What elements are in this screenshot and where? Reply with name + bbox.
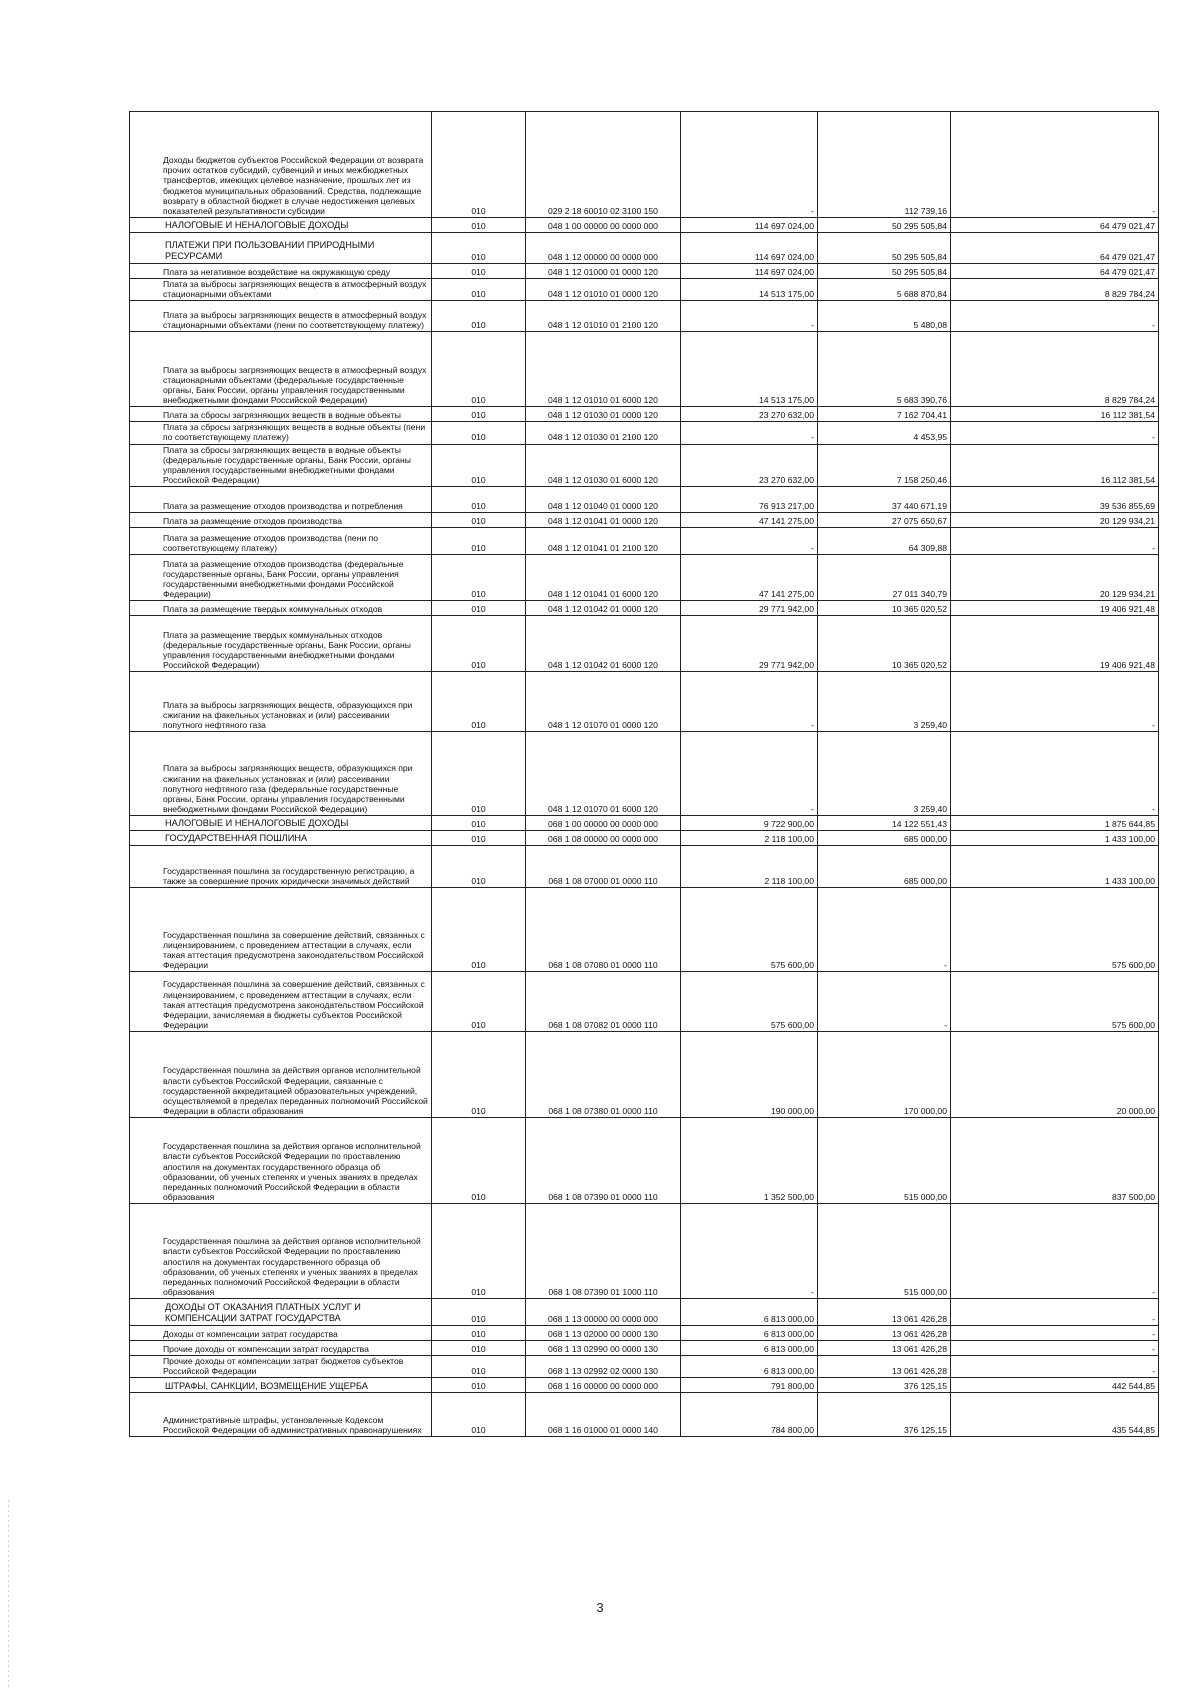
table-row (130, 1393, 1159, 1437)
revenue-table-sheet (129, 111, 1158, 1437)
executed-amount-cell: 10 365 020,52 (818, 616, 951, 672)
approved-plan-cell: 2 118 100,00 (681, 846, 818, 888)
budget-classification-code-cell: 068 1 00 00000 00 0000 000 (526, 816, 681, 831)
table-row (130, 528, 1159, 555)
executed-amount-cell: 27 075 650,67 (818, 513, 951, 528)
executed-amount-cell: 14 122 551,43 (818, 816, 951, 831)
executed-amount-cell: 37 440 671,19 (818, 487, 951, 513)
approved-plan-cell: 23 270 632,00 (681, 444, 818, 487)
table-row (130, 218, 1159, 233)
executed-amount-cell: - (818, 888, 951, 972)
name-cell: Государственная пошлина за государственную регистрацию, а также за совершение прочих юридически значимых действий (130, 846, 432, 888)
line-code-cell: 010 (432, 1204, 526, 1299)
unexecuted-amount-cell: - (951, 1326, 1159, 1341)
table-row (130, 1326, 1159, 1341)
executed-amount-cell: 685 000,00 (818, 846, 951, 888)
approved-plan-cell: 29 771 942,00 (681, 601, 818, 616)
unexecuted-amount-cell: 20 000,00 (951, 1032, 1159, 1118)
line-code-cell: 010 (432, 1299, 526, 1326)
table-row (130, 301, 1159, 332)
line-code-cell: 010 (432, 1378, 526, 1393)
name-cell: Доходы бюджетов субъектов Российской Федерации от возврата прочих остатков субсидий, субвенций и иных межбюджетных трансфертов, имеющих целевое назначение, прошлых лет из бюджетов муниципальных образований. Средства, подлежащие возврату в областной бюджет в случае недостижения целевых показателей результативности субсидии (130, 112, 432, 218)
unexecuted-amount-cell: - (951, 301, 1159, 332)
name-cell: НАЛОГОВЫЕ И НЕНАЛОГОВЫЕ ДОХОДЫ (130, 218, 432, 233)
budget-classification-code-cell: 068 1 16 01000 01 0000 140 (526, 1393, 681, 1437)
approved-plan-cell: 114 697 024,00 (681, 233, 818, 264)
approved-plan-cell: - (681, 672, 818, 732)
budget-classification-code-cell: 048 1 12 01010 01 0000 120 (526, 279, 681, 301)
table-row (130, 816, 1159, 831)
revenue-table-body (130, 112, 1159, 1437)
executed-amount-cell: 515 000,00 (818, 1118, 951, 1204)
name-cell: Плата за выбросы загрязняющих веществ в атмосферный воздух стационарными объектами (пени по соответствующему платежу) (130, 301, 432, 332)
executed-amount-cell: 112 739,16 (818, 112, 951, 218)
table-row (130, 972, 1159, 1032)
executed-amount-cell: 5 683 390,76 (818, 332, 951, 407)
name-cell: Плата за негативное воздействие на окружающую среду (130, 264, 432, 279)
line-code-cell: 010 (432, 1356, 526, 1378)
budget-classification-code-cell: 048 1 12 01030 01 0000 120 (526, 407, 681, 422)
line-code-cell: 010 (432, 112, 526, 218)
line-code-cell: 010 (432, 301, 526, 332)
line-code-cell: 010 (432, 332, 526, 407)
name-cell: НАЛОГОВЫЕ И НЕНАЛОГОВЫЕ ДОХОДЫ (130, 816, 432, 831)
approved-plan-cell: 784 800,00 (681, 1393, 818, 1437)
table-row (130, 1204, 1159, 1299)
table-row (130, 264, 1159, 279)
approved-plan-cell: 6 813 000,00 (681, 1341, 818, 1356)
executed-amount-cell: 27 011 340,79 (818, 555, 951, 601)
approved-plan-cell: 575 600,00 (681, 972, 818, 1032)
line-code-cell: 010 (432, 555, 526, 601)
name-cell: Государственная пошлина за действия органов исполнительной власти субъектов Российской Федерации, связанные с государственной аккредитацией образовательных учреждений, осуществляемой в пределах переданных полномочий Российской Федерации в области образования (130, 1032, 432, 1118)
budget-classification-code-cell: 048 1 12 01000 01 0000 120 (526, 264, 681, 279)
executed-amount-cell: 13 061 426,28 (818, 1326, 951, 1341)
name-cell: Прочие доходы от компенсации затрат бюджетов субъектов Российской Федерации (130, 1356, 432, 1378)
budget-classification-code-cell: 048 1 12 01010 01 6000 120 (526, 332, 681, 407)
budget-classification-code-cell: 068 1 08 07080 01 0000 110 (526, 888, 681, 972)
name-cell: ДОХОДЫ ОТ ОКАЗАНИЯ ПЛАТНЫХ УСЛУГ И КОМПЕНСАЦИИ ЗАТРАТ ГОСУДАРСТВА (130, 1299, 432, 1326)
name-cell: Плата за размещение твердых коммунальных отходов (федеральные государственные органы, Банк России, органы управления государственными внебюджетными фондами Российской Федерации) (130, 616, 432, 672)
unexecuted-amount-cell: 1 875 644,85 (951, 816, 1159, 831)
unexecuted-amount-cell: 64 479 021,47 (951, 218, 1159, 233)
revenue-table (129, 111, 1159, 1437)
line-code-cell: 010 (432, 233, 526, 264)
approved-plan-cell: - (681, 732, 818, 816)
unexecuted-amount-cell: 837 500,00 (951, 1118, 1159, 1204)
approved-plan-cell: 114 697 024,00 (681, 264, 818, 279)
approved-plan-cell: 14 513 175,00 (681, 279, 818, 301)
scan-edge-artifact (8, 1500, 9, 1690)
name-cell: Плата за сбросы загрязняющих веществ в водные объекты (пени по соответствующему платежу) (130, 422, 432, 444)
approved-plan-cell: 29 771 942,00 (681, 616, 818, 672)
budget-classification-code-cell: 048 1 12 01070 01 6000 120 (526, 732, 681, 816)
executed-amount-cell: 50 295 505,84 (818, 233, 951, 264)
unexecuted-amount-cell: 1 433 100,00 (951, 846, 1159, 888)
approved-plan-cell: 791 800,00 (681, 1378, 818, 1393)
executed-amount-cell: 5 688 870,84 (818, 279, 951, 301)
executed-amount-cell: 3 259,40 (818, 732, 951, 816)
name-cell: Плата за сбросы загрязняющих веществ в водные объекты (130, 407, 432, 422)
table-row (130, 1118, 1159, 1204)
unexecuted-amount-cell: 19 406 921,48 (951, 601, 1159, 616)
unexecuted-amount-cell: 39 536 855,69 (951, 487, 1159, 513)
line-code-cell: 010 (432, 732, 526, 816)
approved-plan-cell: 6 813 000,00 (681, 1299, 818, 1326)
table-row (130, 601, 1159, 616)
name-cell: Государственная пошлина за действия органов исполнительной власти субъектов Российской Федерации по проставлению апостиля на документах государственного образца об образовании, об ученых степенях и ученых званиях в пределах переданных полномочий Российской Федерации в области образования (130, 1118, 432, 1204)
unexecuted-amount-cell: 8 829 784,24 (951, 279, 1159, 301)
approved-plan-cell: 23 270 632,00 (681, 407, 818, 422)
unexecuted-amount-cell: - (951, 528, 1159, 555)
unexecuted-amount-cell: 8 829 784,24 (951, 332, 1159, 407)
table-row (130, 1378, 1159, 1393)
budget-classification-code-cell: 068 1 08 07082 01 0000 110 (526, 972, 681, 1032)
budget-classification-code-cell: 068 1 08 07380 01 0000 110 (526, 1032, 681, 1118)
table-row (130, 831, 1159, 846)
approved-plan-cell: 6 813 000,00 (681, 1356, 818, 1378)
approved-plan-cell: 1 352 500,00 (681, 1118, 818, 1204)
executed-amount-cell: 170 000,00 (818, 1032, 951, 1118)
budget-classification-code-cell: 048 1 12 00000 00 0000 000 (526, 233, 681, 264)
budget-classification-code-cell: 068 1 13 00000 00 0000 000 (526, 1299, 681, 1326)
line-code-cell: 010 (432, 279, 526, 301)
table-row (130, 616, 1159, 672)
table-row (130, 1032, 1159, 1118)
unexecuted-amount-cell: - (951, 672, 1159, 732)
name-cell: Административные штрафы, установленные Кодексом Российской Федерации об административных правонарушениях (130, 1393, 432, 1437)
unexecuted-amount-cell: 64 479 021,47 (951, 264, 1159, 279)
budget-classification-code-cell: 048 1 12 01042 01 6000 120 (526, 616, 681, 672)
approved-plan-cell: 575 600,00 (681, 888, 818, 972)
line-code-cell: 010 (432, 264, 526, 279)
executed-amount-cell: 7 162 704,41 (818, 407, 951, 422)
name-cell: Плата за выбросы загрязняющих веществ в атмосферный воздух стационарными объектами (федеральные государственные органы, Банк России, органы управления государственными внебюджетными фондами Российской Федерации) (130, 332, 432, 407)
budget-classification-code-cell: 048 1 12 01070 01 0000 120 (526, 672, 681, 732)
budget-classification-code-cell: 068 1 13 02000 00 0000 130 (526, 1326, 681, 1341)
unexecuted-amount-cell: 575 600,00 (951, 888, 1159, 972)
budget-classification-code-cell: 048 1 12 01042 01 0000 120 (526, 601, 681, 616)
executed-amount-cell: 3 259,40 (818, 672, 951, 732)
line-code-cell: 010 (432, 407, 526, 422)
name-cell: Плата за выбросы загрязняющих веществ в атмосферный воздух стационарными объектами (130, 279, 432, 301)
table-row (130, 555, 1159, 601)
table-row (130, 112, 1159, 218)
executed-amount-cell: 7 158 250,46 (818, 444, 951, 487)
name-cell: Государственная пошлина за совершение действий, связанных с лицензированием, с проведением аттестации в случаях, если такая аттестация предусмотрена законодательством Российской Федерации (130, 888, 432, 972)
approved-plan-cell: - (681, 301, 818, 332)
line-code-cell: 010 (432, 1032, 526, 1118)
table-row (130, 846, 1159, 888)
approved-plan-cell: 76 913 217,00 (681, 487, 818, 513)
name-cell: Плата за размещение отходов производства (пени по соответствующему платежу) (130, 528, 432, 555)
executed-amount-cell: 64 309,88 (818, 528, 951, 555)
table-row (130, 422, 1159, 444)
unexecuted-amount-cell: 20 129 934,21 (951, 555, 1159, 601)
line-code-cell: 010 (432, 816, 526, 831)
name-cell: Государственная пошлина за действия органов исполнительной власти субъектов Российской Федерации по проставлению апостиля на документах государственного образца об образовании, об ученых степенях и ученых званиях в пределах переданных полномочий Российской Федерации в области образования (130, 1204, 432, 1299)
line-code-cell: 010 (432, 601, 526, 616)
budget-classification-code-cell: 048 1 12 01010 01 2100 120 (526, 301, 681, 332)
unexecuted-amount-cell: - (951, 1341, 1159, 1356)
unexecuted-amount-cell: - (951, 1299, 1159, 1326)
unexecuted-amount-cell: 1 433 100,00 (951, 831, 1159, 846)
name-cell: ПЛАТЕЖИ ПРИ ПОЛЬЗОВАНИИ ПРИРОДНЫМИ РЕСУРСАМИ (130, 233, 432, 264)
line-code-cell: 010 (432, 422, 526, 444)
budget-classification-code-cell: 048 1 12 01041 01 0000 120 (526, 513, 681, 528)
table-row (130, 332, 1159, 407)
line-code-cell: 010 (432, 846, 526, 888)
approved-plan-cell: 6 813 000,00 (681, 1326, 818, 1341)
name-cell: Государственная пошлина за совершение действий, связанных с лицензированием, с проведением аттестации в случаях, если такая аттестация предусмотрена законодательством Российской Федерации, зачисляемая в бюджеты субъектов Российской Федерации (130, 972, 432, 1032)
unexecuted-amount-cell: 20 129 934,21 (951, 513, 1159, 528)
unexecuted-amount-cell: 575 600,00 (951, 972, 1159, 1032)
name-cell: ШТРАФЫ, САНКЦИИ, ВОЗМЕЩЕНИЕ УЩЕРБА (130, 1378, 432, 1393)
executed-amount-cell: - (818, 972, 951, 1032)
approved-plan-cell: 2 118 100,00 (681, 831, 818, 846)
approved-plan-cell: 190 000,00 (681, 1032, 818, 1118)
name-cell: ГОСУДАРСТВЕННАЯ ПОШЛИНА (130, 831, 432, 846)
name-cell: Прочие доходы от компенсации затрат государства (130, 1341, 432, 1356)
table-row (130, 888, 1159, 972)
table-row (130, 279, 1159, 301)
executed-amount-cell: 13 061 426,28 (818, 1356, 951, 1378)
unexecuted-amount-cell: 435 544,85 (951, 1393, 1159, 1437)
budget-classification-code-cell: 068 1 08 07000 01 0000 110 (526, 846, 681, 888)
budget-classification-code-cell: 068 1 13 02990 00 0000 130 (526, 1341, 681, 1356)
executed-amount-cell: 50 295 505,84 (818, 218, 951, 233)
line-code-cell: 010 (432, 672, 526, 732)
budget-classification-code-cell: 068 1 08 07390 01 0000 110 (526, 1118, 681, 1204)
unexecuted-amount-cell: 16 112 381,54 (951, 407, 1159, 422)
table-row (130, 1356, 1159, 1378)
approved-plan-cell: 47 141 275,00 (681, 513, 818, 528)
table-row (130, 1299, 1159, 1326)
line-code-cell: 010 (432, 831, 526, 846)
line-code-cell: 010 (432, 1393, 526, 1437)
budget-classification-code-cell: 068 1 13 02992 02 0000 130 (526, 1356, 681, 1378)
line-code-cell: 010 (432, 1326, 526, 1341)
line-code-cell: 010 (432, 218, 526, 233)
name-cell: Доходы от компенсации затрат государства (130, 1326, 432, 1341)
budget-classification-code-cell: 048 1 12 01040 01 0000 120 (526, 487, 681, 513)
approved-plan-cell: 9 722 900,00 (681, 816, 818, 831)
name-cell: Плата за размещение отходов производства (федеральные государственные органы, Банк России, органы управления государственными внебюджетными фондами Российской Федерации) (130, 555, 432, 601)
line-code-cell: 010 (432, 444, 526, 487)
unexecuted-amount-cell: - (951, 112, 1159, 218)
name-cell: Плата за размещение твердых коммунальных отходов (130, 601, 432, 616)
line-code-cell: 010 (432, 972, 526, 1032)
budget-classification-code-cell: 048 1 12 01041 01 2100 120 (526, 528, 681, 555)
approved-plan-cell: - (681, 528, 818, 555)
line-code-cell: 010 (432, 616, 526, 672)
name-cell: Плата за размещение отходов производства и потребления (130, 487, 432, 513)
name-cell: Плата за размещение отходов производства (130, 513, 432, 528)
budget-classification-code-cell: 029 2 18 60010 02 3100 150 (526, 112, 681, 218)
executed-amount-cell: 13 061 426,28 (818, 1299, 951, 1326)
unexecuted-amount-cell: 442 544,85 (951, 1378, 1159, 1393)
table-row (130, 407, 1159, 422)
line-code-cell: 010 (432, 1341, 526, 1356)
executed-amount-cell: 376 125,15 (818, 1393, 951, 1437)
table-row (130, 732, 1159, 816)
budget-classification-code-cell: 068 1 08 00000 00 0000 000 (526, 831, 681, 846)
page-number: 3 (596, 1600, 604, 1615)
line-code-cell: 010 (432, 513, 526, 528)
approved-plan-cell: - (681, 112, 818, 218)
executed-amount-cell: 515 000,00 (818, 1204, 951, 1299)
budget-classification-code-cell: 068 1 16 00000 00 0000 000 (526, 1378, 681, 1393)
executed-amount-cell: 13 061 426,28 (818, 1341, 951, 1356)
line-code-cell: 010 (432, 487, 526, 513)
table-row (130, 1341, 1159, 1356)
approved-plan-cell: - (681, 1204, 818, 1299)
executed-amount-cell: 5 480,08 (818, 301, 951, 332)
table-row (130, 487, 1159, 513)
line-code-cell: 010 (432, 1118, 526, 1204)
unexecuted-amount-cell: - (951, 1356, 1159, 1378)
table-row (130, 444, 1159, 487)
executed-amount-cell: 376 125,15 (818, 1378, 951, 1393)
unexecuted-amount-cell: 64 479 021,47 (951, 233, 1159, 264)
budget-classification-code-cell: 068 1 08 07390 01 1000 110 (526, 1204, 681, 1299)
unexecuted-amount-cell: - (951, 422, 1159, 444)
line-code-cell: 010 (432, 888, 526, 972)
executed-amount-cell: 685 000,00 (818, 831, 951, 846)
executed-amount-cell: 10 365 020,52 (818, 601, 951, 616)
budget-classification-code-cell: 048 1 12 01030 01 2100 120 (526, 422, 681, 444)
table-row (130, 233, 1159, 264)
table-row (130, 672, 1159, 732)
executed-amount-cell: 50 295 505,84 (818, 264, 951, 279)
name-cell: Плата за выбросы загрязняющих веществ, образующихся при сжигании на факельных установках и (или) рассеивании попутного нефтяного газа (федеральные государственные органы, Банк России, органы управления государственными внебюджетными фондами Российской Федерации) (130, 732, 432, 816)
unexecuted-amount-cell: 16 112 381,54 (951, 444, 1159, 487)
budget-classification-code-cell: 048 1 12 01041 01 6000 120 (526, 555, 681, 601)
line-code-cell: 010 (432, 528, 526, 555)
approved-plan-cell: 114 697 024,00 (681, 218, 818, 233)
approved-plan-cell: 47 141 275,00 (681, 555, 818, 601)
executed-amount-cell: 4 453,95 (818, 422, 951, 444)
approved-plan-cell: 14 513 175,00 (681, 332, 818, 407)
approved-plan-cell: - (681, 422, 818, 444)
unexecuted-amount-cell: 19 406 921,48 (951, 616, 1159, 672)
name-cell: Плата за сбросы загрязняющих веществ в водные объекты (федеральные государственные органы, Банк России, органы управления государственными внебюджетными фондами Российской Федерации) (130, 444, 432, 487)
table-row (130, 513, 1159, 528)
budget-classification-code-cell: 048 1 00 00000 00 0000 000 (526, 218, 681, 233)
unexecuted-amount-cell: - (951, 1204, 1159, 1299)
unexecuted-amount-cell: - (951, 732, 1159, 816)
name-cell: Плата за выбросы загрязняющих веществ, образующихся при сжигании на факельных установках и (или) рассеивании попутного нефтяного газа (130, 672, 432, 732)
budget-classification-code-cell: 048 1 12 01030 01 6000 120 (526, 444, 681, 487)
